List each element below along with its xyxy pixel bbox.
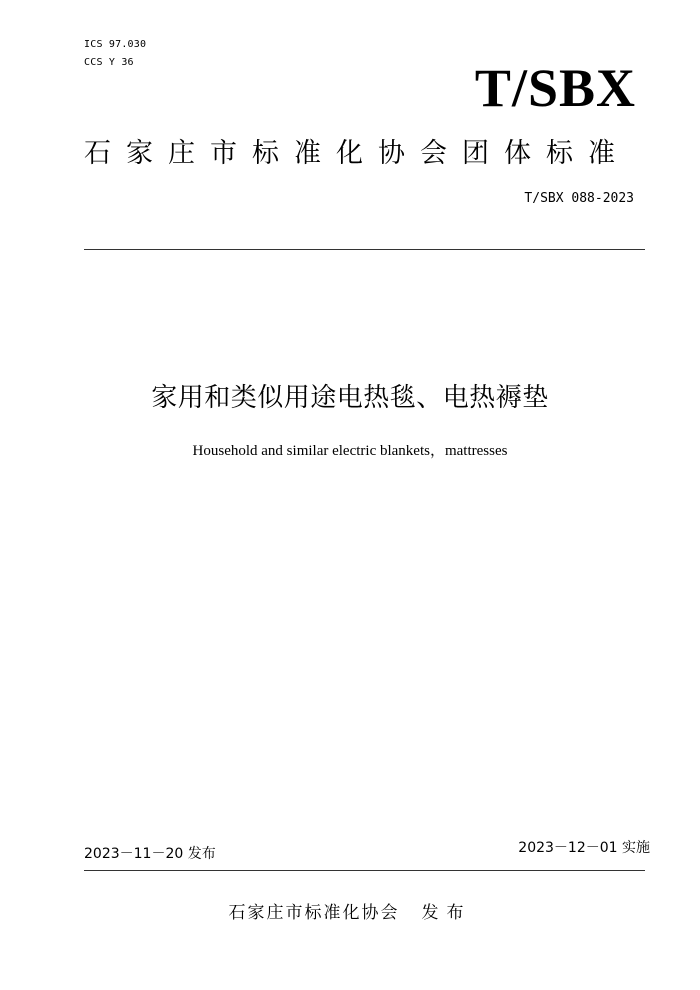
ics-code: ICS 97.030 (84, 39, 147, 50)
organization-title: 石家庄市标准化协会团体标准 (84, 138, 630, 169)
publisher-name: 石家庄市标准化协会 (228, 903, 400, 923)
effective-date: 2023－12－01 实施 (518, 840, 650, 856)
classification-codes (84, 36, 146, 72)
document-title-english: Household and similar electric blankets，mattresses (192, 443, 508, 459)
ccs-code: CCS Y 36 (84, 57, 134, 68)
top-divider (84, 249, 645, 250)
document-title-chinese: 家用和类似用途电热毯、电热褥垫 (151, 383, 549, 413)
standard-number: T/SBX 088-2023 (524, 191, 634, 206)
standard-logo: T/SBX (474, 58, 636, 118)
issue-date: 2023－11－20 发布 (84, 846, 216, 862)
bottom-divider (84, 870, 645, 871)
publish-action: 发布 (421, 903, 472, 923)
publisher-line (0, 900, 700, 926)
